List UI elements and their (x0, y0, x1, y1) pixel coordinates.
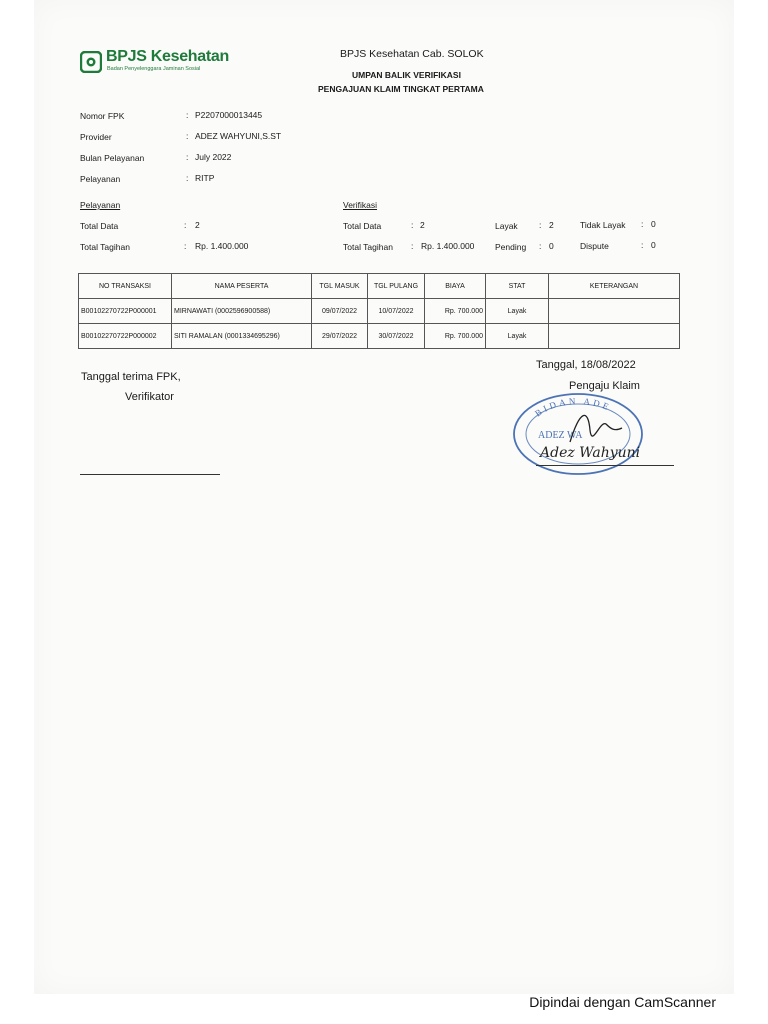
bpjs-logo (80, 48, 230, 78)
provider-value: ADEZ WAHYUNI,S.ST (195, 131, 282, 141)
layak-value: 2 (549, 220, 554, 230)
pel-colon-1: : (184, 220, 187, 230)
cell-tgl-masuk: 29/07/2022 (312, 324, 368, 349)
col-header: BIAYA (425, 274, 486, 299)
cell-tgl-pulang: 10/07/2022 (368, 299, 425, 324)
col-header: STAT (486, 274, 549, 299)
col-header: NO TRANSAKSI (79, 274, 172, 299)
cell-keterangan (549, 299, 680, 324)
provider-label: Provider (80, 132, 112, 142)
table-row (79, 324, 680, 349)
col-header: TGL PULANG (368, 274, 425, 299)
cell-stat: Layak (486, 299, 549, 324)
office-name: BPJS Kesehatan Cab. SOLOK (340, 48, 484, 60)
verifikator-label: Verifikator (125, 391, 174, 403)
dispute-label: Dispute (580, 241, 609, 251)
cell-nama-peserta: SITI RAMALAN (0001334695296) (172, 324, 312, 349)
ver-colon-2: : (411, 241, 414, 251)
camscanner-watermark: Dipindai dengan CamScanner (529, 994, 716, 1010)
doc-title-line2: PENGAJUAN KLAIM TINGKAT PERTAMA (318, 84, 484, 94)
dispute-colon: : (641, 240, 644, 250)
cell-keterangan (549, 324, 680, 349)
bpjs-emblem-icon (80, 51, 102, 73)
pel-total-data-label: Total Data (80, 221, 119, 231)
verifikator-signature-line (80, 474, 220, 475)
ver-total-tagihan-value: Rp. 1.400.000 (421, 241, 475, 251)
doc-title-line1: UMPAN BALIK VERIFIKASI (352, 70, 461, 80)
tidak-layak-colon: : (641, 219, 644, 229)
bulan-value: July 2022 (195, 152, 232, 162)
pending-label: Pending (495, 242, 527, 252)
stamp-center-text: ADEZ WA (538, 430, 583, 441)
ver-total-tagihan-label: Total Tagihan (343, 242, 393, 252)
table-row (79, 299, 680, 324)
col-header: NAMA PESERTA (172, 274, 312, 299)
pengaju-klaim-label: Pengaju Klaim (569, 380, 640, 392)
tanggal-terima-label: Tanggal terima FPK, (81, 371, 181, 383)
pending-value: 0 (549, 241, 554, 251)
tidak-layak-label: Tidak Layak (580, 220, 626, 230)
col-header: TGL MASUK (312, 274, 368, 299)
pel-colon-2: : (184, 241, 187, 251)
pelayanan-label: Pelayanan (80, 174, 121, 184)
bulan-label: Bulan Pelayanan (80, 153, 145, 163)
scanned-page (34, 0, 734, 994)
cell-no-transaksi: B00102270722P000001 (79, 299, 172, 324)
bulan-colon: : (186, 152, 189, 162)
layak-label: Layak (495, 221, 518, 231)
provider-stamp (510, 390, 646, 476)
dispute-value: 0 (651, 240, 656, 250)
cell-no-transaksi: B00102270722P000002 (79, 324, 172, 349)
layak-colon: : (539, 220, 542, 230)
nomor-fpk-label: Nomor FPK (80, 111, 125, 121)
cell-tgl-pulang: 30/07/2022 (368, 324, 425, 349)
col-header: KETERANGAN (549, 274, 680, 299)
pelayanan-colon: : (186, 173, 189, 183)
cell-stat: Layak (486, 324, 549, 349)
logo-name: BPJS Kesehatan (106, 48, 229, 65)
table-header-row (79, 274, 680, 299)
tanggal-label: Tanggal, 18/08/2022 (536, 359, 636, 371)
cell-biaya: Rp. 700.000 (425, 324, 486, 349)
pelayanan-heading: Pelayanan (80, 200, 121, 210)
claims-table (78, 273, 680, 349)
cell-nama-peserta: MIRNAWATI (0002596900588) (172, 299, 312, 324)
nomor-fpk-colon: : (186, 110, 189, 120)
pel-total-tagihan-value: Rp. 1.400.000 (195, 241, 249, 251)
pel-total-tagihan-label: Total Tagihan (80, 242, 130, 252)
cell-biaya: Rp. 700.000 (425, 299, 486, 324)
ver-total-data-label: Total Data (343, 221, 382, 231)
provider-colon: : (186, 131, 189, 141)
pel-total-data-value: 2 (195, 220, 200, 230)
ver-total-data-value: 2 (420, 220, 425, 230)
signature-underline (536, 465, 674, 466)
pelayanan-value: RITP (195, 173, 215, 183)
cell-tgl-masuk: 09/07/2022 (312, 299, 368, 324)
ver-colon-1: : (411, 220, 414, 230)
verifikasi-heading: Verifikasi (343, 200, 378, 210)
stamp-top-text: BIDAN ADE (533, 395, 613, 419)
signature-name: Adez Wahyuni (540, 445, 641, 461)
tidak-layak-value: 0 (651, 219, 656, 229)
nomor-fpk-value: P2207000013445 (195, 110, 263, 120)
pending-colon: : (539, 241, 542, 251)
logo-tagline: Badan Penyelenggara Jaminan Sosial (107, 66, 201, 72)
